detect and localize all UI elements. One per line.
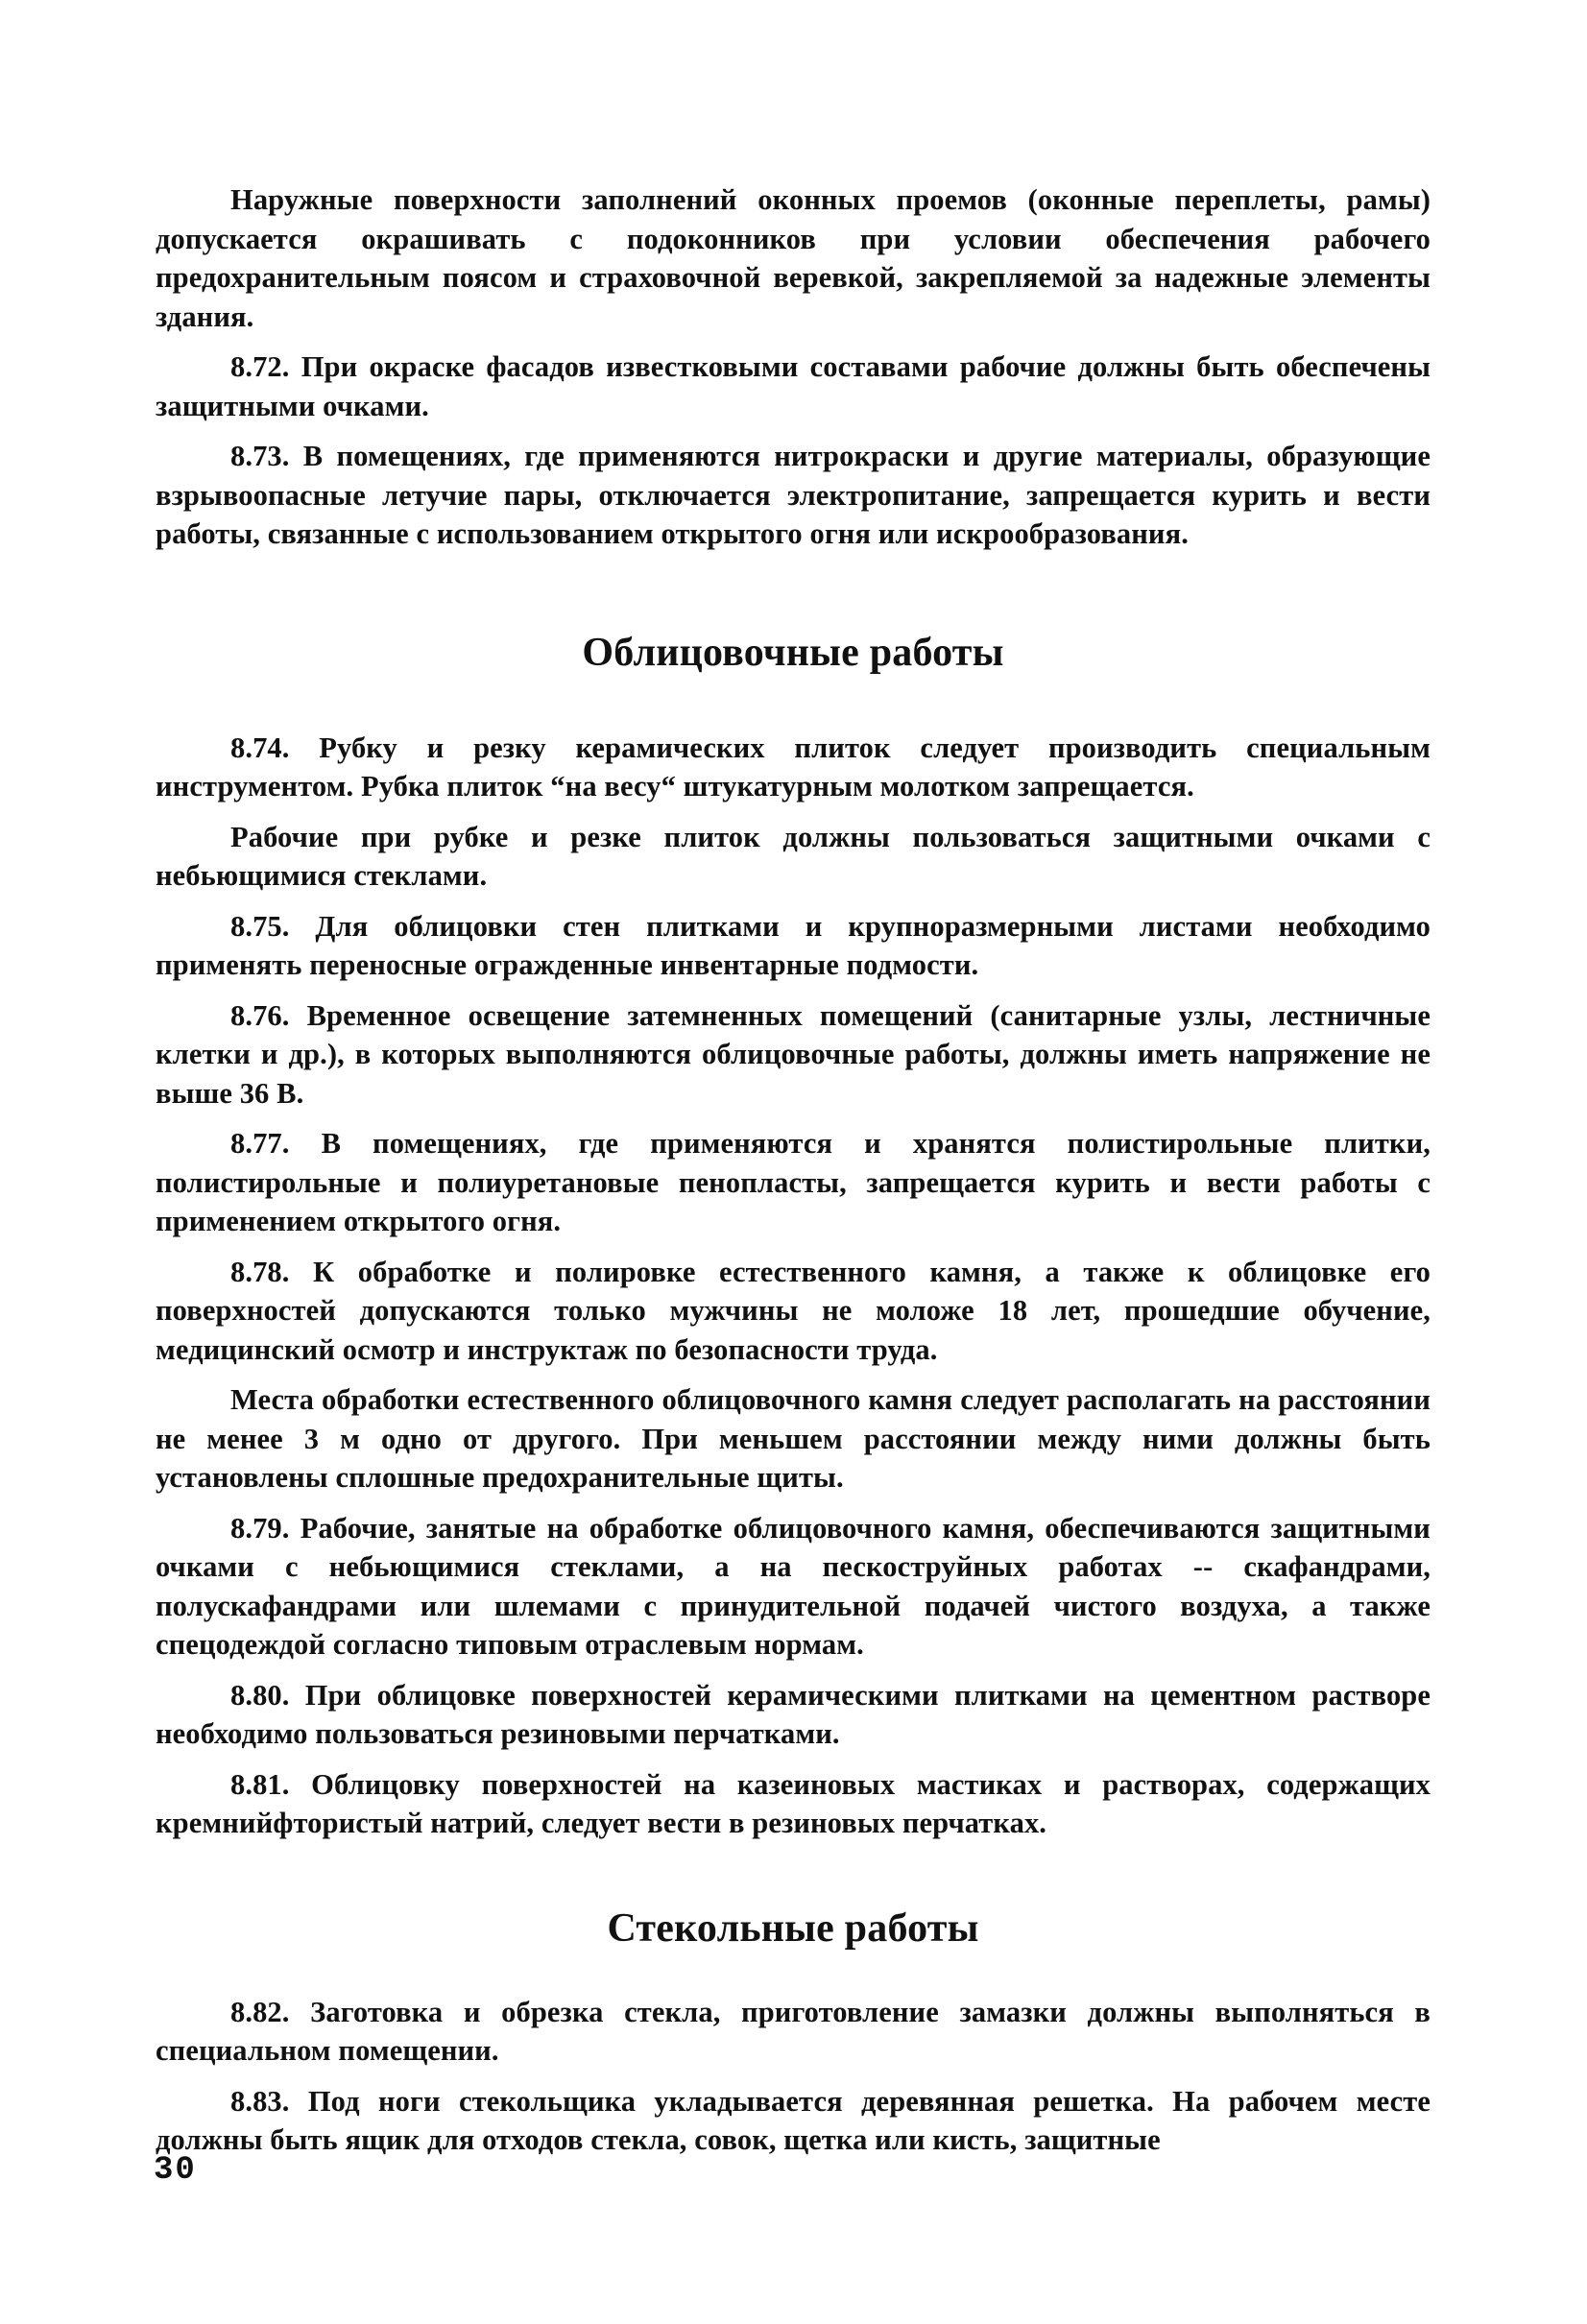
paragraph-text: Для облицовки стен плитками и крупноразмерными листами необходимо применять переносные огражденные инвентарные подмости. bbox=[156, 909, 1431, 981]
document-page bbox=[156, 180, 1431, 2171]
paragraph-8-78-continued bbox=[156, 1380, 1431, 1497]
paragraph-number: 8.83. bbox=[230, 2084, 290, 2118]
section-glass-works bbox=[156, 1993, 1431, 2160]
paragraph-8-75 bbox=[156, 907, 1431, 985]
paragraph-text: Места обработки естественного облицовочного камня следует располагать на расстоянии не менее 3 м одно от другого. При меньшем расстоянии между ними должны быть установлены сплошные предохранительные щиты. bbox=[156, 1383, 1431, 1494]
paragraph-8-72 bbox=[156, 347, 1431, 425]
paragraph-8-81 bbox=[156, 1765, 1431, 1843]
paragraph-8-77 bbox=[156, 1124, 1431, 1241]
paragraph-number: 8.80. bbox=[230, 1678, 290, 1712]
paragraph-8-78 bbox=[156, 1253, 1431, 1370]
section-title-glass-works: Стекольные работы bbox=[607, 1905, 979, 1951]
paragraph-text: При облицовке поверхностей керамическими плитками на цементном растворе необходимо пользоваться резиновыми перчатками. bbox=[156, 1678, 1431, 1750]
paragraph-text: Рубку и резку керамических плиток следует производить специальным инструментом. Рубка плиток “на весу“ штукатурным молотком запрещается. bbox=[156, 731, 1431, 803]
page-number: 30 bbox=[154, 2152, 197, 2189]
paragraph-text: Временное освещение затемненных помещений (санитарные узлы, лестничные клетки и др.), в которых выполняются облицовочные работы, должны иметь напряжение не выше 36 В. bbox=[156, 998, 1431, 1110]
paragraph-text: При окраске фасадов известковыми составами рабочие должны быть обеспечены защитными очками. bbox=[156, 350, 1431, 422]
paragraph-number: 8.81. bbox=[230, 1767, 290, 1801]
paragraph-8-80 bbox=[156, 1676, 1431, 1754]
paragraph-8-74-continued bbox=[156, 818, 1431, 896]
paragraph-text: Облицовку поверхностей на казеиновых мастиках и растворах, содержащих кремнийфтористый натрий, следует вести в резиновых перчатках. bbox=[156, 1767, 1431, 1839]
paragraph-text: К обработке и полировке естественного камня, а также к облицовке его поверхностей допускаются только мужчины не моложе 18 лет, прошедшие обучение, медицинский осмотр и инструктаж по безопасности труда. bbox=[156, 1255, 1431, 1366]
paragraph-8-76 bbox=[156, 996, 1431, 1114]
section-title-facing-works: Облицовочные работы bbox=[582, 630, 1004, 675]
paragraph-8-82 bbox=[156, 1993, 1431, 2071]
paragraph-number: 8.75. bbox=[230, 909, 290, 943]
paragraph-text: Рабочие при рубке и резке плиток должны пользоваться защитными очками с небьющимися стеклами. bbox=[156, 820, 1431, 892]
paragraph-number: 8.73. bbox=[230, 440, 290, 472]
section-facing-works bbox=[156, 729, 1431, 1843]
paragraph-text: Заготовка и обрезка стекла, приготовление замазки должны выполняться в специальном помещении. bbox=[156, 1995, 1431, 2067]
paragraph-number: 8.82. bbox=[230, 1995, 290, 2028]
paragraph-8-79 bbox=[156, 1509, 1431, 1665]
paragraph-text: В помещениях, где применяются нитрокраски и другие материалы, образующие взрывоопасные летучие пары, отключается электропитание, запрещается курить и вести работы, связанные с использованием открытого огня или искрообразования. bbox=[156, 440, 1431, 550]
paragraph-number: 8.77. bbox=[230, 1127, 290, 1160]
paragraph-text: В помещениях, где применяются и хранятся полистирольные плитки, полистирольные и полиуретановые пенопласты, запрещается курить и вести работы с применением открытого огня. bbox=[156, 1127, 1431, 1237]
paragraph-text: Под ноги стекольщика укладывается деревянная решетка. На рабочем месте должны быть ящик для отходов стекла, совок, щетка или кисть, защитные bbox=[156, 2084, 1431, 2156]
paragraph-number: 8.78. bbox=[230, 1255, 290, 1288]
intro-block bbox=[156, 180, 1431, 554]
paragraph-number: 8.74. bbox=[230, 731, 290, 764]
paragraph-8-74 bbox=[156, 729, 1431, 806]
paragraph-text: Рабочие, занятые на обработке облицовочного камня, обеспечиваются защитными очками с небьющимися стеклами, а на пескоструйных работах -- скафандрами, полускафандрами или шлемами с принудительной подачей чистого воздуха, а также спецодеждой согласно типовым отраслевым нормам. bbox=[156, 1511, 1431, 1661]
paragraph-8-83 bbox=[156, 2082, 1431, 2160]
paragraph-number: 8.79. bbox=[230, 1511, 290, 1545]
paragraph-number: 8.72. bbox=[230, 350, 290, 383]
paragraph-number: 8.76. bbox=[230, 998, 290, 1032]
paragraph-window-painting bbox=[156, 180, 1431, 336]
paragraph-text: Наружные поверхности заполнений оконных проемов (оконные переплеты, рамы) допускается окрашивать с подоконников при условии обеспечения рабочего предохранительным поясом и страховочной веревкой, закрепляемой за надежные элементы здания. bbox=[156, 183, 1431, 333]
paragraph-8-73 bbox=[156, 437, 1431, 554]
